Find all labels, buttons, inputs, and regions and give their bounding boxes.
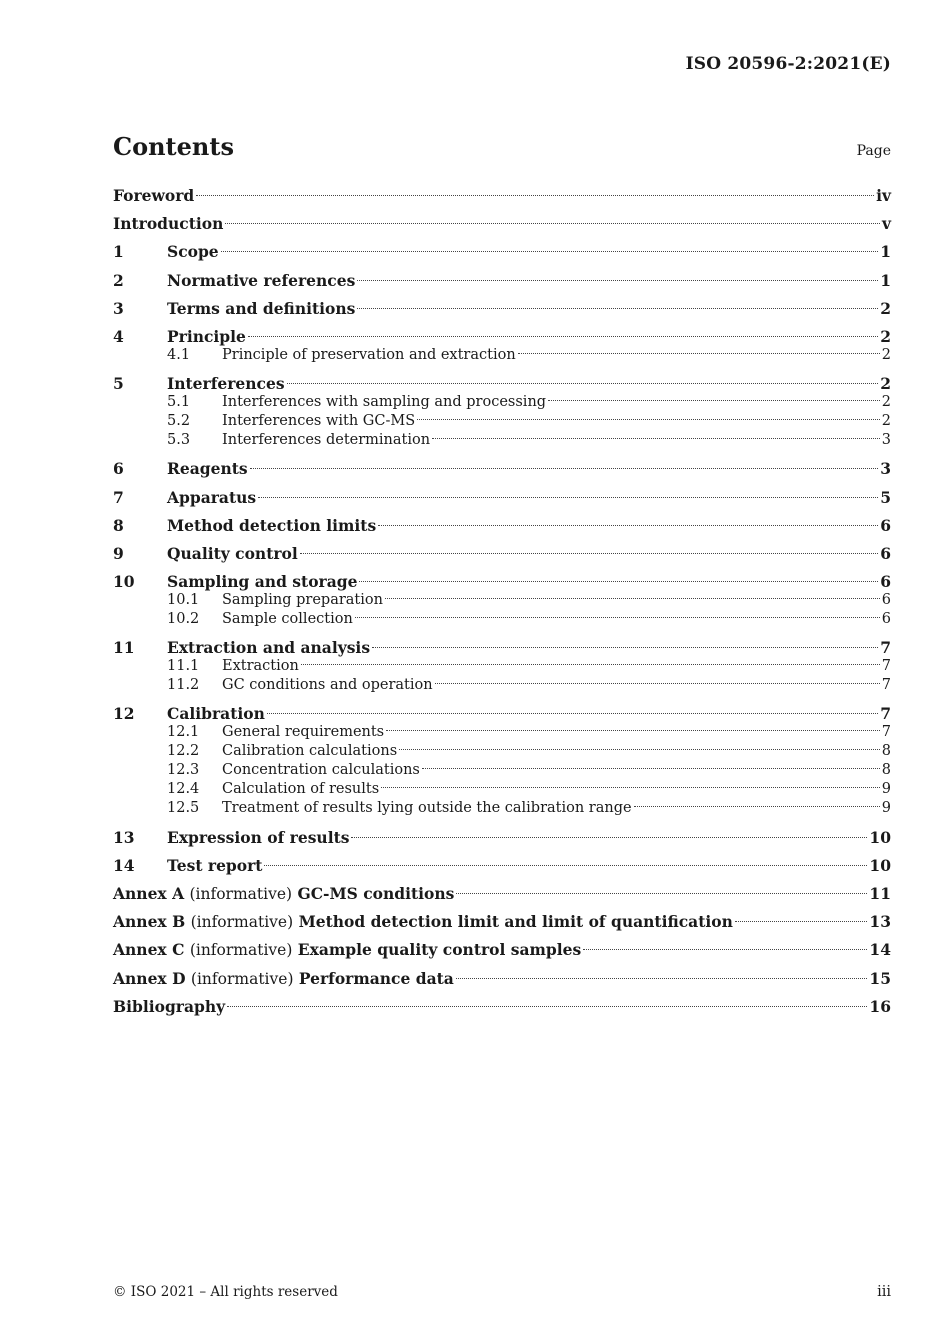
dot-leader <box>385 598 880 599</box>
subclause-title: General requirements <box>222 724 385 741</box>
clause-title: Interferences <box>167 374 285 394</box>
contents-title: Contents <box>113 132 234 161</box>
toc-entry-subclause-4-1[interactable] <box>113 346 891 365</box>
toc-entry-subclause-12-2[interactable] <box>113 742 891 761</box>
dot-leader <box>417 419 880 420</box>
clause-title: Terms and definitions <box>167 298 356 318</box>
dot-leader <box>378 525 878 526</box>
clause-number: 14 <box>113 855 135 875</box>
subclause-title: Extraction <box>222 658 299 675</box>
clause-title: Apparatus <box>167 487 257 507</box>
clause-number: 10 <box>113 572 135 592</box>
clause-page: 2 <box>880 298 891 318</box>
subclause-number: 11.1 <box>167 658 200 675</box>
clause-number: 6 <box>113 459 124 479</box>
toc-entry-subclause-12-3[interactable] <box>113 761 891 780</box>
toc-entry-page: 16 <box>869 996 891 1016</box>
clause-title: Calibration <box>167 704 265 724</box>
clause-title: Extraction and analysis <box>167 638 371 658</box>
clause-page: 10 <box>869 855 891 875</box>
toc-entry-label: Foreword <box>113 186 195 205</box>
toc-entry-page: v <box>881 214 891 234</box>
dot-leader <box>456 978 868 979</box>
toc-entry-foreword[interactable] <box>113 186 891 205</box>
clause-number: 7 <box>113 487 124 507</box>
dot-leader <box>359 581 878 582</box>
subclause-page: 2 <box>881 413 891 430</box>
clause-page: 1 <box>880 270 891 290</box>
dot-leader <box>267 713 878 714</box>
toc-entry-bibliography[interactable] <box>113 997 891 1016</box>
subclause-number: 12.3 <box>167 762 200 779</box>
page-number: iii <box>877 1284 891 1300</box>
clause-page: 1 <box>880 242 891 262</box>
toc-entry-subclause-5-3[interactable] <box>113 431 891 450</box>
table-of-contents <box>113 186 891 1016</box>
toc-entry-page: iv <box>876 186 891 205</box>
dot-leader <box>386 730 880 731</box>
subclause-title: Sample collection <box>222 611 353 628</box>
annex-id: Annex A <box>113 884 185 903</box>
annex-title: Performance data <box>298 968 454 988</box>
contents-heading-row <box>113 132 891 161</box>
clause-title: Sampling and storage <box>167 572 358 592</box>
clause-title: Method detection limits <box>167 515 377 535</box>
page-footer <box>113 1284 891 1300</box>
document-code: ISO 20596-2:2021(E) <box>685 54 891 74</box>
subclause-number: 12.5 <box>167 800 200 817</box>
clause-page: 5 <box>880 487 891 507</box>
subclause-title: Principle of preservation and extraction <box>222 346 516 363</box>
toc-entry-label: Introduction <box>113 214 224 234</box>
page-column-label: Page <box>856 143 891 159</box>
toc-entry-clause-2[interactable] <box>113 271 891 290</box>
annex-id: Annex D <box>113 968 186 988</box>
copyright-notice: © ISO 2021 – All rights reserved <box>113 1284 338 1300</box>
clause-title: Quality control <box>167 543 298 563</box>
clause-page: 6 <box>880 515 891 535</box>
dot-leader <box>264 865 867 866</box>
annex-type: (informative) <box>189 885 293 903</box>
annex-heading <box>113 912 733 932</box>
dot-leader <box>735 921 868 922</box>
toc-entry-subclause-11-2[interactable] <box>113 676 891 695</box>
clause-page: 6 <box>880 543 891 563</box>
subclause-number: 5.1 <box>167 394 191 411</box>
toc-entry-annex-d[interactable] <box>113 969 891 988</box>
clause-number: 13 <box>113 827 135 847</box>
clause-page: 7 <box>880 704 891 724</box>
clause-number: 2 <box>113 270 124 290</box>
annex-page: 13 <box>869 912 891 932</box>
annex-page: 14 <box>869 940 891 960</box>
subclause-number: 11.2 <box>167 677 200 694</box>
toc-entry-clause-10[interactable] <box>113 572 891 591</box>
clause-number: 1 <box>113 242 124 262</box>
clause-title: Test report <box>167 855 263 875</box>
subclause-title: Interferences determination <box>222 432 431 449</box>
toc-entry-subclause-12-5[interactable] <box>113 799 891 818</box>
annex-type: (informative) <box>190 969 294 988</box>
toc-entry-clause-8[interactable] <box>113 516 891 535</box>
subclause-page: 6 <box>881 611 891 628</box>
subclause-page: 9 <box>881 781 891 798</box>
subclause-number: 4.1 <box>167 346 191 363</box>
clause-page: 3 <box>880 459 891 479</box>
subclause-title: Calibration calculations <box>222 743 398 760</box>
toc-entry-subclause-5-2[interactable] <box>113 412 891 431</box>
subclause-title: GC conditions and operation <box>222 677 433 694</box>
subclause-number: 10.2 <box>167 611 200 628</box>
clause-number: 8 <box>113 515 124 535</box>
subclause-title: Calculation of results <box>222 781 380 798</box>
annex-id: Annex B <box>113 912 186 932</box>
dot-leader <box>432 438 880 439</box>
annex-heading <box>113 969 454 989</box>
subclause-title: Treatment of results lying outside the calibration range <box>222 800 632 817</box>
toc-entry-clause-6[interactable] <box>113 459 891 478</box>
dot-leader <box>357 308 878 309</box>
toc-entry-introduction[interactable] <box>113 214 891 233</box>
subclause-page: 7 <box>881 677 891 694</box>
dot-leader <box>355 617 880 618</box>
toc-entry-clause-12[interactable] <box>113 704 891 723</box>
toc-entry-clause-7[interactable] <box>113 488 891 507</box>
dot-leader <box>248 336 878 337</box>
dot-leader <box>301 664 880 665</box>
annex-title: Example quality control samples <box>297 940 582 960</box>
dot-leader <box>221 251 879 252</box>
dot-leader <box>287 383 879 384</box>
toc-entry-subclause-12-4[interactable] <box>113 780 891 799</box>
annex-id: Annex C <box>113 940 185 960</box>
clause-page: 2 <box>880 326 891 346</box>
subclause-number: 12.4 <box>167 781 200 798</box>
dot-leader <box>422 768 880 769</box>
clause-title: Normative references <box>167 270 356 290</box>
subclause-number: 5.2 <box>167 413 191 430</box>
clause-number: 11 <box>113 638 135 658</box>
toc-entry-subclause-10-1[interactable] <box>113 591 891 610</box>
dot-leader <box>381 787 880 788</box>
clause-number: 4 <box>113 326 124 346</box>
toc-entry-clause-9[interactable] <box>113 544 891 563</box>
clause-page: 6 <box>880 572 891 592</box>
annex-type: (informative) <box>189 941 293 960</box>
subclause-page: 9 <box>881 800 891 817</box>
annex-title: GC-MS conditions <box>297 884 455 903</box>
dot-leader <box>399 749 880 750</box>
annex-page: 11 <box>869 884 891 903</box>
clause-number: 3 <box>113 298 124 318</box>
annex-type: (informative) <box>190 913 294 932</box>
clause-title: Expression of results <box>167 827 350 847</box>
subclause-page: 7 <box>881 658 891 675</box>
dot-leader <box>250 468 879 469</box>
clause-page: 2 <box>880 374 891 394</box>
dot-leader <box>456 893 867 894</box>
toc-entry-subclause-11-1[interactable] <box>113 657 891 676</box>
dot-leader <box>225 223 880 224</box>
subclause-number: 10.1 <box>167 592 200 609</box>
dot-leader <box>196 195 874 196</box>
subclause-page: 7 <box>881 724 891 741</box>
toc-entry-annex-a[interactable] <box>113 884 891 903</box>
dot-leader <box>258 497 878 498</box>
clause-title: Scope <box>167 242 219 262</box>
subclause-page: 2 <box>881 346 891 363</box>
toc-entry-annex-b[interactable] <box>113 912 891 931</box>
subclause-page: 8 <box>881 743 891 760</box>
subclause-number: 12.2 <box>167 743 200 760</box>
subclause-page: 2 <box>881 394 891 411</box>
subclause-number: 5.3 <box>167 432 191 449</box>
clause-number: 9 <box>113 543 124 563</box>
toc-entry-clause-13[interactable] <box>113 828 891 847</box>
dot-leader <box>351 837 867 838</box>
subclause-title: Interferences with GC-MS <box>222 413 416 430</box>
clause-page: 10 <box>869 827 891 847</box>
clause-title: Principle <box>167 326 246 346</box>
dot-leader <box>583 949 867 950</box>
toc-entry-subclause-5-1[interactable] <box>113 393 891 412</box>
dot-leader <box>357 280 878 281</box>
dot-leader <box>548 400 880 401</box>
toc-entry-clause-14[interactable] <box>113 856 891 875</box>
clause-title: Reagents <box>167 459 248 479</box>
subclause-page: 3 <box>881 432 891 449</box>
subclause-title: Interferences with sampling and processing <box>222 394 547 411</box>
toc-entry-subclause-12-1[interactable] <box>113 723 891 742</box>
subclause-page: 6 <box>881 592 891 609</box>
toc-entry-clause-4[interactable] <box>113 327 891 346</box>
clause-page: 7 <box>880 638 891 658</box>
subclause-number: 12.1 <box>167 724 200 741</box>
toc-entry-clause-5[interactable] <box>113 374 891 393</box>
dot-leader <box>300 553 878 554</box>
dot-leader <box>372 647 878 648</box>
toc-entry-label: Bibliography <box>113 996 226 1016</box>
toc-entry-subclause-10-2[interactable] <box>113 610 891 629</box>
toc-entry-clause-3[interactable] <box>113 299 891 318</box>
dot-leader <box>634 806 880 807</box>
dot-leader <box>518 353 880 354</box>
toc-entry-annex-c[interactable] <box>113 940 891 959</box>
annex-heading <box>113 940 581 960</box>
subclause-title: Sampling preparation <box>222 592 383 609</box>
subclause-title: Concentration calculations <box>222 762 420 779</box>
toc-entry-clause-11[interactable] <box>113 638 891 657</box>
clause-number: 12 <box>113 704 135 724</box>
clause-number: 5 <box>113 374 124 394</box>
annex-heading <box>113 884 454 904</box>
dot-leader <box>435 683 880 684</box>
dot-leader <box>227 1006 867 1007</box>
annex-title: Method detection limit and limit of quantification <box>298 912 733 932</box>
toc-entry-clause-1[interactable] <box>113 242 891 261</box>
annex-page: 15 <box>869 968 891 988</box>
subclause-page: 8 <box>881 762 891 779</box>
